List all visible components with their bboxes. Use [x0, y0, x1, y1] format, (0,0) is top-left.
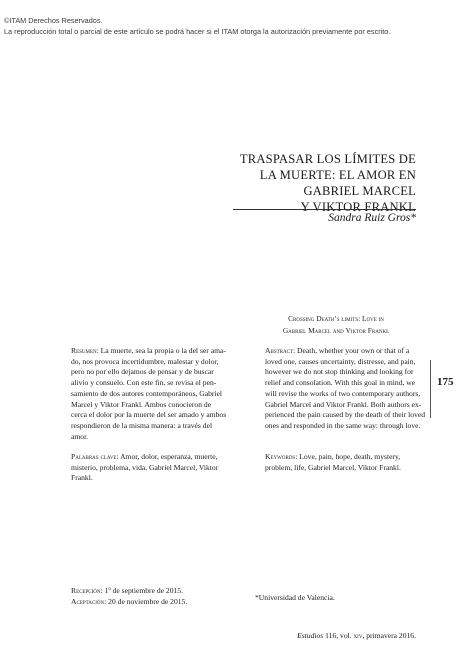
author-name: Sandra Ruiz Gros*: [328, 212, 416, 224]
resumen-line-4: alivio y consuelo. Con este fin, se revisa el pen-: [71, 378, 217, 388]
english-title-line-1: Crossing Death’s limits: Love in: [288, 314, 384, 323]
resumen-line-1: : La muerte, sea la propia o la del ser ama-: [96, 346, 226, 355]
abstract-label: Abstract: [265, 346, 293, 355]
copyright-line-2: La reproducción total o parcial de este artículo se podrá hacer si el ITAM otorga la autorización previamente por escrito.: [4, 27, 391, 36]
resumen-line-8: respondieron de la misma manera: a través del: [71, 420, 213, 430]
copyright-line-1: ©ITAM Derechos Reservados.: [4, 16, 103, 25]
resumen-line-9: amor.: [71, 431, 89, 441]
resumen-line-5: samiento de dos autores contemporáneos, Gabriel: [71, 388, 222, 398]
abstract-line-4: relief and consolation. With this goal in mind, we: [265, 378, 416, 388]
title-line-4: Y VIKTOR FRANKL: [300, 200, 416, 214]
issue-season: , primavera 2016.: [362, 631, 416, 640]
abstract-line-7: perienced the pain caused by the death of their loved: [265, 410, 426, 420]
abstract-paragraph: [265, 346, 424, 432]
resumen-line-2: do, nos provoca incertidumbre, malestar y dolor,: [71, 356, 219, 366]
keywords-line-1: : Love, pain, hope, death, mystery,: [295, 452, 401, 461]
copyright-notice: [4, 15, 472, 37]
author-footnote: *Universidad de Valencia.: [255, 593, 335, 602]
resumen-line-3: pero no por ello dejamos de pensar y de buscar: [71, 367, 214, 377]
aceptacion-value: : 20 de noviembre de 2015.: [104, 597, 188, 606]
title-divider: [233, 209, 416, 210]
recepcion-label: Recepción: [71, 586, 101, 595]
abstract-line-6: Gabriel Marcel and Viktor Frankl. Both authors ex-: [265, 399, 422, 409]
abstract-line-5: will revise the works of two contemporary authors,: [265, 388, 421, 398]
recepcion-value: : 1º de septiembre de 2015.: [100, 586, 184, 595]
palabras-line-2: misterio, problema, vida, Gabriel Marcel, Viktor: [71, 462, 219, 472]
keywords-line-2: problem, life, Gabriel Marcel, Viktor Frankl.: [265, 462, 401, 472]
abstract-line-8: ones and responded in the same way: through love.: [265, 420, 421, 430]
title-line-1: TRASPASAR LOS LÍMITES DE: [239, 152, 416, 166]
keywords-paragraph: [265, 452, 424, 473]
journal-name: Estudios: [297, 631, 324, 640]
palabras-line-1: : Amor, dolor, esperanza, muerte,: [116, 452, 218, 461]
palabras-clave-paragraph: [71, 452, 249, 484]
article-title: [240, 151, 416, 215]
submission-dates: [71, 585, 187, 607]
journal-footer: [297, 631, 416, 640]
issue-number: 116, vol.: [323, 631, 354, 640]
volume-number: xiv: [353, 631, 363, 640]
keywords-label: Keywords: [265, 452, 296, 461]
abstract-line-3: however we do not stop thinking and looking for: [265, 367, 414, 377]
page-number: 175: [437, 376, 454, 388]
title-line-3: GABRIEL MARCEL: [303, 184, 416, 198]
english-title: [266, 313, 406, 337]
resumen-label: Resumen: [71, 346, 97, 355]
resumen-line-7: cerca el dolor por la muerte del ser amado y ambos: [71, 410, 227, 420]
resumen-paragraph: [71, 346, 249, 442]
page-number-rule: [430, 360, 431, 418]
title-line-2: LA MUERTE: EL AMOR EN: [259, 168, 416, 182]
english-title-line-2: Gabriel Marcel and Viktor Frankl: [282, 326, 390, 335]
abstract-line-1: : Death, whether your own or that of a: [293, 346, 410, 355]
abstract-line-2: loved one, causes uncertainty, distresse, and pain,: [265, 356, 416, 366]
palabras-clave-label: Palabras clave: [71, 452, 117, 461]
aceptacion-label: Aceptación: [71, 597, 105, 606]
palabras-line-3: Frankl.: [71, 473, 93, 483]
resumen-line-6: Marcel y Viktor Frankl. Ambos conocieron de: [71, 399, 212, 409]
